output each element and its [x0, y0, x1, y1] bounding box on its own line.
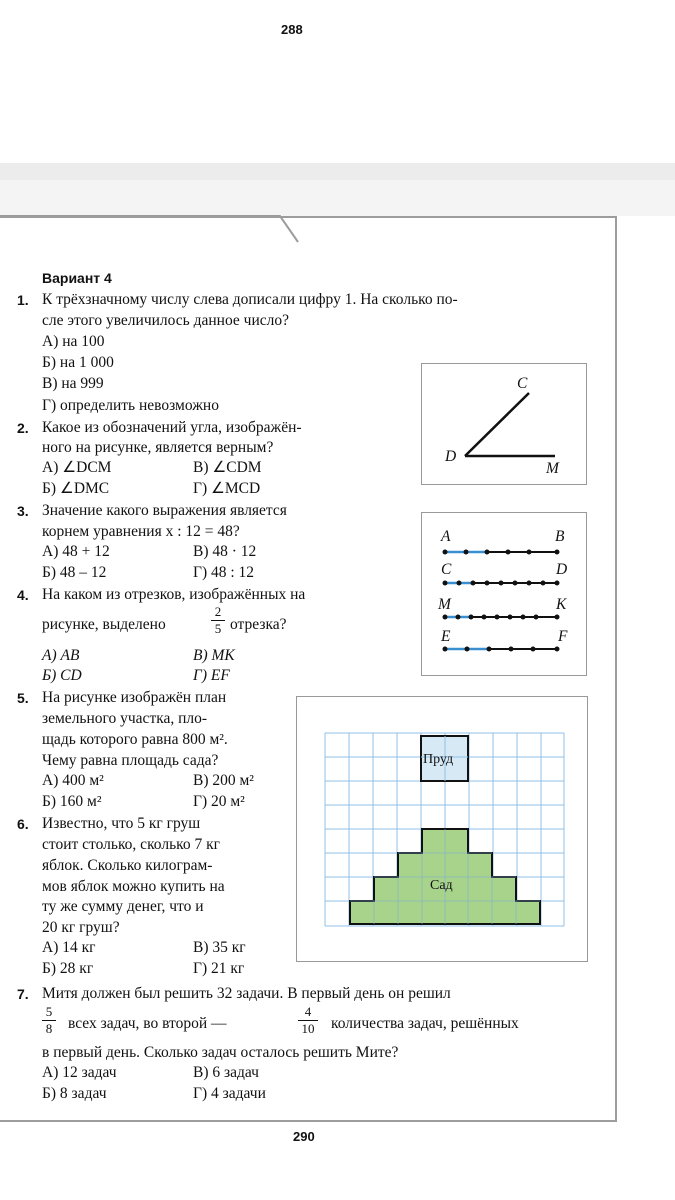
q2-text-1: Какое из обозначений угла, изображён- — [42, 419, 302, 436]
q6-answer-v: В) 35 кг — [193, 939, 246, 956]
segment-label-b: B — [555, 528, 565, 545]
q7-text-1: Митя должен был решить 32 задачи. В первый день он решил — [42, 985, 451, 1002]
segment-label-c: C — [441, 561, 452, 578]
q6-answer-g: Г) 21 кг — [193, 960, 245, 977]
previous-page-area — [0, 0, 675, 163]
q7-fraction-1 — [42, 1005, 56, 1036]
plan-figure — [296, 696, 586, 960]
q3-answer-a: А) 48 + 12 — [42, 543, 110, 560]
q7-fraction-1-denominator: 8 — [45, 1021, 53, 1036]
q7-text-3: в первый день. Сколько задач осталось решить Мите? — [42, 1044, 399, 1061]
q3-answer-b: Б) 48 – 12 — [42, 564, 107, 581]
q7-answer-g: Г) 4 задачи — [193, 1085, 266, 1102]
q4-answer-v: В) MK — [193, 647, 235, 664]
q7-answer-b: Б) 8 задач — [42, 1085, 107, 1102]
q1-answer-g: Г) определить невозможно — [42, 397, 219, 414]
q1-number: 1. — [17, 292, 29, 308]
segment-label-k: K — [556, 596, 567, 613]
q3-text-1: Значение какого выражения является — [42, 502, 287, 519]
q4-answer-a: А) AB — [42, 647, 80, 664]
page-number-bottom: 290 — [293, 1129, 315, 1144]
q6-text-3: яблок. Сколько килограм- — [42, 857, 213, 874]
q7-fraction-2-denominator: 10 — [301, 1021, 315, 1036]
q5-number: 5. — [17, 690, 29, 706]
segment-label-d: D — [556, 561, 568, 578]
q3-answer-g: Г) 48 : 12 — [193, 564, 255, 581]
q2-answer-g: Г) ∠MCD — [193, 480, 261, 497]
next-page-area — [0, 1170, 675, 1200]
q5-answer-a: А) 400 м² — [42, 772, 104, 789]
angle-label-d: D — [445, 448, 457, 465]
q7-answer-a: А) 12 задач — [42, 1064, 117, 1081]
q5-answer-v: В) 200 м² — [193, 772, 254, 789]
q1-text-1: К трёхзначному числу слева дописали цифру 1. На сколько по- — [42, 291, 458, 308]
q6-answer-b: Б) 28 кг — [42, 960, 94, 977]
angle-label-c: C — [517, 375, 528, 392]
q5-answer-b: Б) 160 м² — [42, 793, 102, 810]
q1-answer-a: А) на 100 — [42, 333, 105, 350]
tab-shade — [0, 180, 675, 216]
q7-text-2b: количества задач, решённых — [331, 1015, 519, 1032]
q1-answer-b: Б) на 1 000 — [42, 354, 114, 371]
frame-tab — [0, 214, 300, 244]
variant-title: Вариант 4 — [42, 270, 112, 286]
segment-label-e: E — [441, 628, 451, 645]
q3-number: 3. — [17, 503, 29, 519]
q4-number: 4. — [17, 587, 29, 603]
q6-text-6: 20 кг груш? — [42, 919, 120, 936]
q3-answer-v: В) 48 · 12 — [193, 543, 257, 560]
q1-text-2: сле этого увеличилось данное число? — [42, 312, 289, 329]
pond-label: Пруд — [423, 752, 454, 767]
q4-fraction-denominator: 5 — [214, 621, 222, 636]
q7-number: 7. — [17, 986, 29, 1002]
q6-text-5: ту же сумму денег, что и — [42, 898, 204, 915]
q4-fraction — [211, 605, 225, 636]
q4-text-2b: отрезка? — [230, 616, 287, 633]
q5-answer-g: Г) 20 м² — [193, 793, 245, 810]
q2-number: 2. — [17, 420, 29, 436]
q5-text-3: щадь которого равна 800 м². — [42, 731, 228, 748]
garden-label: Сад — [430, 878, 453, 893]
q2-answer-b: Б) ∠DMC — [42, 480, 110, 497]
segment-label-m: M — [438, 596, 451, 613]
q5-text-4: Чему равна площадь сада? — [42, 752, 219, 769]
q6-text-2: стоит столько, сколько 7 кг — [42, 836, 221, 853]
q7-fraction-2 — [298, 1005, 318, 1036]
q1-answer-v: В) на 999 — [42, 375, 104, 392]
q5-text-2: земельного участка, пло- — [42, 710, 208, 727]
q4-text-1: На каком из отрезков, изображённых на — [42, 586, 306, 603]
q7-fraction-1-numerator: 5 — [45, 1004, 53, 1019]
q5-text-1: На рисунке изображён план — [42, 689, 227, 706]
q6-number: 6. — [17, 816, 29, 832]
segment-label-f: F — [558, 628, 568, 645]
q7-answer-v: В) 6 задач — [193, 1064, 259, 1081]
angle-label-m: M — [546, 460, 559, 477]
q4-answer-b: Б) CD — [42, 667, 82, 684]
q4-answer-g: Г) EF — [193, 667, 230, 684]
q7-text-2a: всех задач, во второй — — [68, 1015, 227, 1032]
q2-answer-v: В) ∠CDM — [193, 459, 262, 476]
segment-label-a: A — [441, 528, 451, 545]
page-number-top: 288 — [281, 22, 303, 37]
q3-text-2: корнем уравнения x : 12 = 48? — [42, 523, 240, 540]
q7-fraction-2-numerator: 4 — [304, 1004, 312, 1019]
q6-text-4: мов яблок можно купить на — [42, 878, 225, 895]
q4-fraction-numerator: 2 — [214, 604, 222, 619]
q6-answer-a: А) 14 кг — [42, 939, 96, 956]
q2-answer-a: А) ∠DCM — [42, 459, 112, 476]
q6-text-1: Известно, что 5 кг груш — [42, 815, 201, 832]
q2-text-2: ного на рисунке, является верным? — [42, 439, 274, 456]
q4-text-2a: рисунке, выделено — [42, 616, 166, 633]
